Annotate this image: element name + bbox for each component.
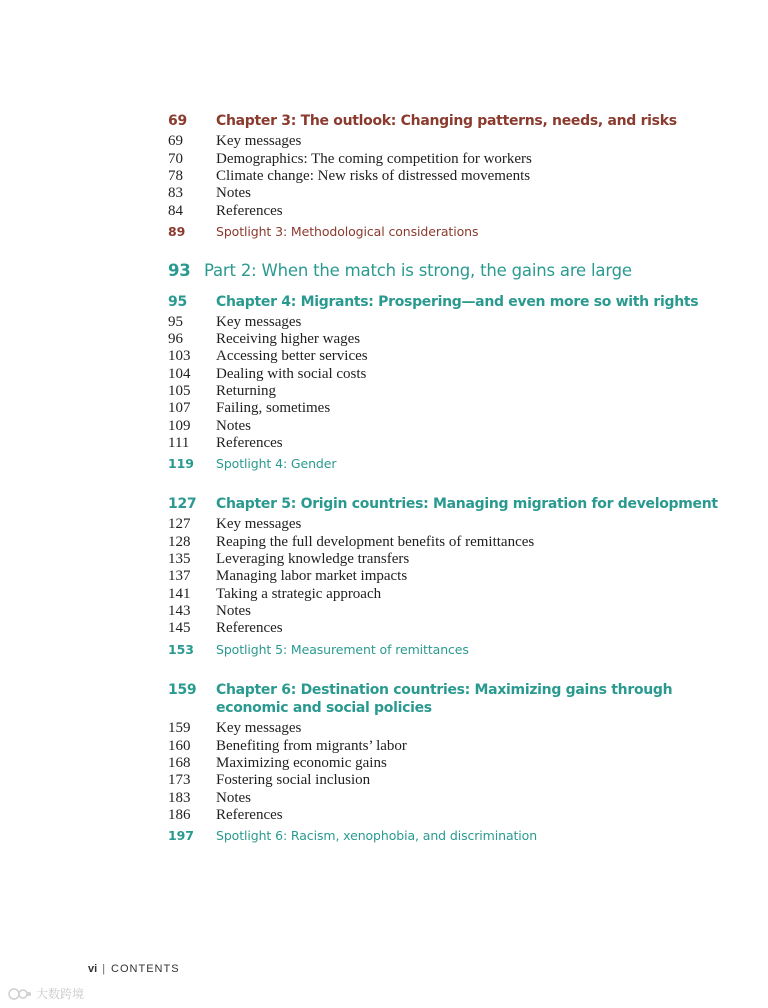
entry-page: 83 [168,185,183,201]
entry-text: Returning [216,383,276,399]
toc-entry[interactable] [0,533,768,551]
chapter-4-heading[interactable] [0,293,768,311]
toc-entry[interactable] [0,567,768,585]
chapter-6-page: 159 [168,682,197,698]
entry-page: 135 [168,551,191,567]
toc-entry[interactable] [0,382,768,400]
entry-text: Leveraging knowledge transfers [216,551,410,567]
chapter-4-page: 95 [168,294,187,310]
entry-page: 105 [168,383,191,399]
watermark-logo-icon [8,987,32,1001]
watermark [8,985,84,1002]
toc-entry[interactable] [0,602,768,620]
entry-page: 173 [168,772,191,788]
chapter-3-heading[interactable] [0,112,768,130]
entry-page: 78 [168,168,183,184]
spotlight-3[interactable] [0,223,768,241]
toc-entry[interactable] [0,167,768,185]
toc-entry[interactable] [0,737,768,755]
entry-text: Notes [216,418,251,434]
entry-text: Receiving higher wages [216,331,361,347]
spotlight-6-page: 197 [168,828,194,843]
entry-text: Benefiting from migrants’ labor [216,738,407,754]
footer-section-label: CONTENTS [111,963,180,975]
part-2-heading[interactable] [0,259,768,283]
chapter-6-title-line-1: Chapter 6: Destination countries: Maximizing gains through [216,682,673,698]
entry-page: 160 [168,738,191,754]
chapter-6-heading[interactable] [0,681,768,699]
toc-entry[interactable] [0,754,768,772]
chapter-5-heading[interactable] [0,495,768,513]
footer-divider: | [102,963,107,975]
spotlight-4-title: Spotlight 4: Gender [216,456,337,471]
entry-text: Failing, sometimes [216,400,331,416]
spotlight-5-page: 153 [168,642,194,657]
toc-entry[interactable] [0,515,768,533]
entry-text: Key messages [216,720,302,736]
entry-text: Notes [216,185,251,201]
entry-text: Accessing better services [216,348,368,364]
toc-entry[interactable] [0,434,768,452]
entry-page: 111 [168,435,190,451]
chapter-5-page: 127 [168,496,197,512]
toc-entry[interactable] [0,789,768,807]
entry-text: References [216,203,283,219]
entry-text: References [216,435,283,451]
entry-page: 145 [168,620,191,636]
chapter-4-title: Chapter 4: Migrants: Prospering—and even more so with rights [216,294,699,310]
entry-page: 186 [168,807,191,823]
entry-page: 143 [168,603,191,619]
entry-page: 128 [168,534,191,550]
entry-text: Notes [216,603,251,619]
toc-entry[interactable] [0,417,768,435]
spotlight-5[interactable] [0,641,768,659]
spotlight-3-title: Spotlight 3: Methodological considerations [216,224,479,239]
entry-text: Notes [216,790,251,806]
entry-page: 127 [168,516,191,532]
spotlight-6[interactable] [0,827,768,845]
toc-entry[interactable] [0,550,768,568]
toc-entry[interactable] [0,719,768,737]
entry-text: References [216,620,283,636]
entry-page: 104 [168,366,191,382]
entry-page: 183 [168,790,191,806]
entry-text: Maximizing economic gains [216,755,387,771]
toc-entry[interactable] [0,132,768,150]
entry-page: 141 [168,586,191,602]
entry-page: 69 [168,133,183,149]
entry-text: Managing labor market impacts [216,568,408,584]
part-2-title: Part 2: When the match is strong, the gains are large [204,261,632,280]
spotlight-4-page: 119 [168,456,194,471]
entry-text: Key messages [216,516,302,532]
entry-page: 159 [168,720,191,736]
spotlight-3-page: 89 [168,224,186,239]
toc-entry[interactable] [0,399,768,417]
entry-text: References [216,807,283,823]
spotlight-4[interactable] [0,455,768,473]
entry-page: 168 [168,755,191,771]
toc-entry[interactable] [0,585,768,603]
entry-page: 107 [168,400,191,416]
chapter-5-title: Chapter 5: Origin countries: Managing migration for development [216,496,718,512]
entry-text: Key messages [216,314,302,330]
entry-page: 109 [168,418,191,434]
page-footer [88,962,180,976]
entry-page: 137 [168,568,191,584]
toc-entry[interactable] [0,619,768,637]
entry-page: 96 [168,331,183,347]
entry-text: Reaping the full development benefits of remittances [216,534,535,550]
entry-page: 70 [168,151,183,167]
entry-text: Dealing with social costs [216,366,367,382]
part-2-page: 93 [168,261,191,280]
footer-page-number: vi [88,963,98,975]
entry-page: 95 [168,314,183,330]
entry-text: Climate change: New risks of distressed movements [216,168,531,184]
entry-text: Demographics: The coming competition for workers [216,151,532,167]
toc-entry[interactable] [0,313,768,331]
chapter-3-page: 69 [168,113,187,129]
entry-page: 103 [168,348,191,364]
toc-entry[interactable] [0,347,768,365]
toc-entry[interactable] [0,806,768,824]
chapter-3-title: Chapter 3: The outlook: Changing patterns, needs, and risks [216,113,677,129]
spotlight-5-title: Spotlight 5: Measurement of remittances [216,642,469,657]
chapter-6-title-line-2: economic and social policies [216,700,432,716]
chapter-6-heading-continued [0,699,768,717]
entry-text: Key messages [216,133,302,149]
toc-entry[interactable] [0,771,768,789]
toc-entry[interactable] [0,330,768,348]
toc-entry[interactable] [0,365,768,383]
spotlight-6-title: Spotlight 6: Racism, xenophobia, and discrimination [216,828,538,843]
toc-entry[interactable] [0,202,768,220]
watermark-text: 大数跨境 [36,987,85,1001]
entry-text: Taking a strategic approach [216,586,382,602]
entry-page: 84 [168,203,183,219]
toc-entry[interactable] [0,184,768,202]
entry-text: Fostering social inclusion [216,772,371,788]
toc-entry[interactable] [0,150,768,168]
